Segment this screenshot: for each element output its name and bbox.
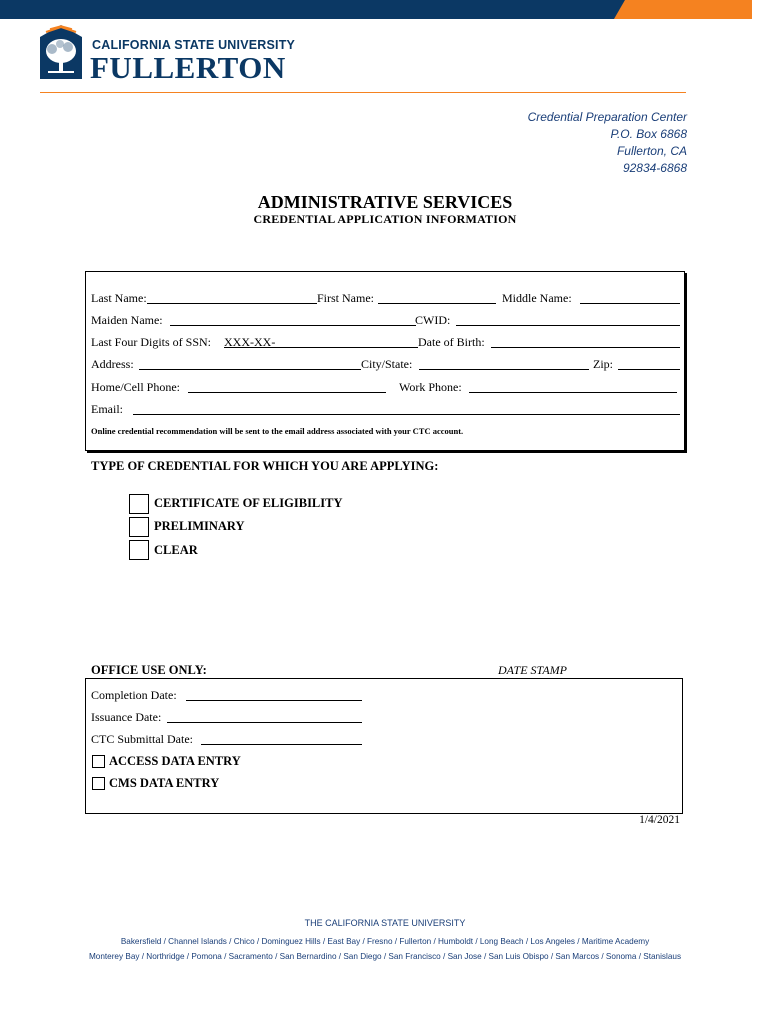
office-use-box — [85, 678, 683, 814]
city-state-label: City/State: — [361, 357, 413, 371]
home-phone-label: Home/Cell Phone: — [91, 380, 180, 394]
maiden-name-field[interactable] — [170, 313, 416, 326]
address-line-3: Fullerton, CA — [616, 144, 687, 158]
middle-name-field[interactable] — [580, 291, 680, 304]
address-field[interactable] — [139, 357, 361, 370]
certificate-of-eligibility-checkbox[interactable] — [129, 494, 149, 514]
work-phone-field[interactable] — [469, 380, 677, 393]
credential-type-heading: TYPE OF CREDENTIAL FOR WHICH YOU ARE APPLYING: — [91, 459, 439, 473]
access-data-entry-label: ACCESS DATA ENTRY — [109, 754, 241, 768]
address-line-1: Credential Preparation Center — [527, 110, 687, 124]
address-line-2: P.O. Box 6868 — [610, 127, 687, 141]
email-note: Online credential recommendation will be sent to the email address associated with your CTC account. — [91, 426, 464, 436]
dob-field[interactable] — [491, 335, 680, 348]
first-name-label: First Name: — [317, 291, 374, 305]
cwid-label: CWID: — [415, 313, 451, 327]
university-logo — [40, 25, 296, 85]
office-use-heading: OFFICE USE ONLY: — [91, 663, 207, 677]
header-band-orange — [614, 0, 763, 19]
clear-label: CLEAR — [154, 543, 198, 557]
header-band-navy — [0, 0, 630, 19]
email-label: Email: — [91, 402, 123, 416]
ssn-label: Last Four Digits of SSN: — [91, 335, 212, 349]
date-stamp-label: DATE STAMP — [498, 663, 567, 677]
middle-name-label: Middle Name: — [502, 291, 572, 305]
address-line-4: 92834-6868 — [622, 161, 687, 175]
preliminary-checkbox[interactable] — [129, 517, 149, 537]
header-divider — [40, 92, 686, 93]
page-subtitle: CREDENTIAL APPLICATION INFORMATION — [253, 212, 517, 226]
completion-date-field[interactable] — [186, 688, 362, 701]
last-name-field[interactable] — [147, 291, 317, 304]
ssn-prefix: XXX-XX- — [224, 335, 276, 349]
access-data-entry-checkbox[interactable] — [92, 755, 105, 768]
completion-date-label: Completion Date: — [91, 688, 177, 702]
last-name-label: Last Name: — [91, 291, 147, 305]
revision-date: 1/4/2021 — [639, 814, 680, 826]
tree-seal-icon — [40, 25, 82, 79]
applicant-info-box — [85, 271, 685, 451]
footer-campuses-line-1: Bakersfield / Channel Islands / Chico / Dominguez Hills / East Bay / Fresno / Fullerton / Humboldt / Long Beach / Los Angeles / Maritime Academy — [120, 937, 650, 946]
footer-system-name: THE CALIFORNIA STATE UNIVERSITY — [304, 918, 466, 928]
clear-checkbox[interactable] — [129, 540, 149, 560]
header-color-band — [0, 0, 770, 19]
preliminary-label: PRELIMINARY — [154, 519, 245, 533]
campus-name: FULLERTON — [90, 50, 286, 85]
zip-field[interactable] — [618, 357, 680, 370]
cwid-field[interactable] — [456, 313, 680, 326]
issuance-date-label: Issuance Date: — [91, 710, 162, 724]
home-phone-field[interactable] — [188, 380, 386, 393]
issuance-date-field[interactable] — [167, 710, 362, 723]
cms-data-entry-label: CMS DATA ENTRY — [109, 776, 220, 790]
city-state-field[interactable] — [419, 357, 589, 370]
email-field[interactable] — [133, 402, 680, 415]
dob-label: Date of Birth: — [418, 335, 485, 349]
address-label: Address: — [91, 357, 134, 371]
zip-label: Zip: — [593, 357, 613, 371]
footer-campuses-line-2: Monterey Bay / Northridge / Pomona / Sacramento / San Bernardino / San Diego / San Francisco / San Jose / San Luis Obispo / San Marcos / Sonoma / Stanislaus — [88, 952, 682, 961]
certificate-of-eligibility-label: CERTIFICATE OF ELIGIBILITY — [154, 496, 343, 510]
header-band-end — [752, 0, 770, 19]
ctc-submittal-field[interactable] — [201, 732, 362, 745]
university-name: CALIFORNIA STATE UNIVERSITY — [92, 38, 296, 52]
work-phone-label: Work Phone: — [399, 380, 462, 394]
ctc-submittal-label: CTC Submittal Date: — [91, 732, 193, 746]
cms-data-entry-checkbox[interactable] — [92, 777, 105, 790]
page-title: ADMINISTRATIVE SERVICES — [257, 192, 513, 212]
maiden-name-label: Maiden Name: — [91, 313, 163, 327]
first-name-field[interactable] — [378, 291, 496, 304]
mailing-address — [528, 109, 687, 177]
